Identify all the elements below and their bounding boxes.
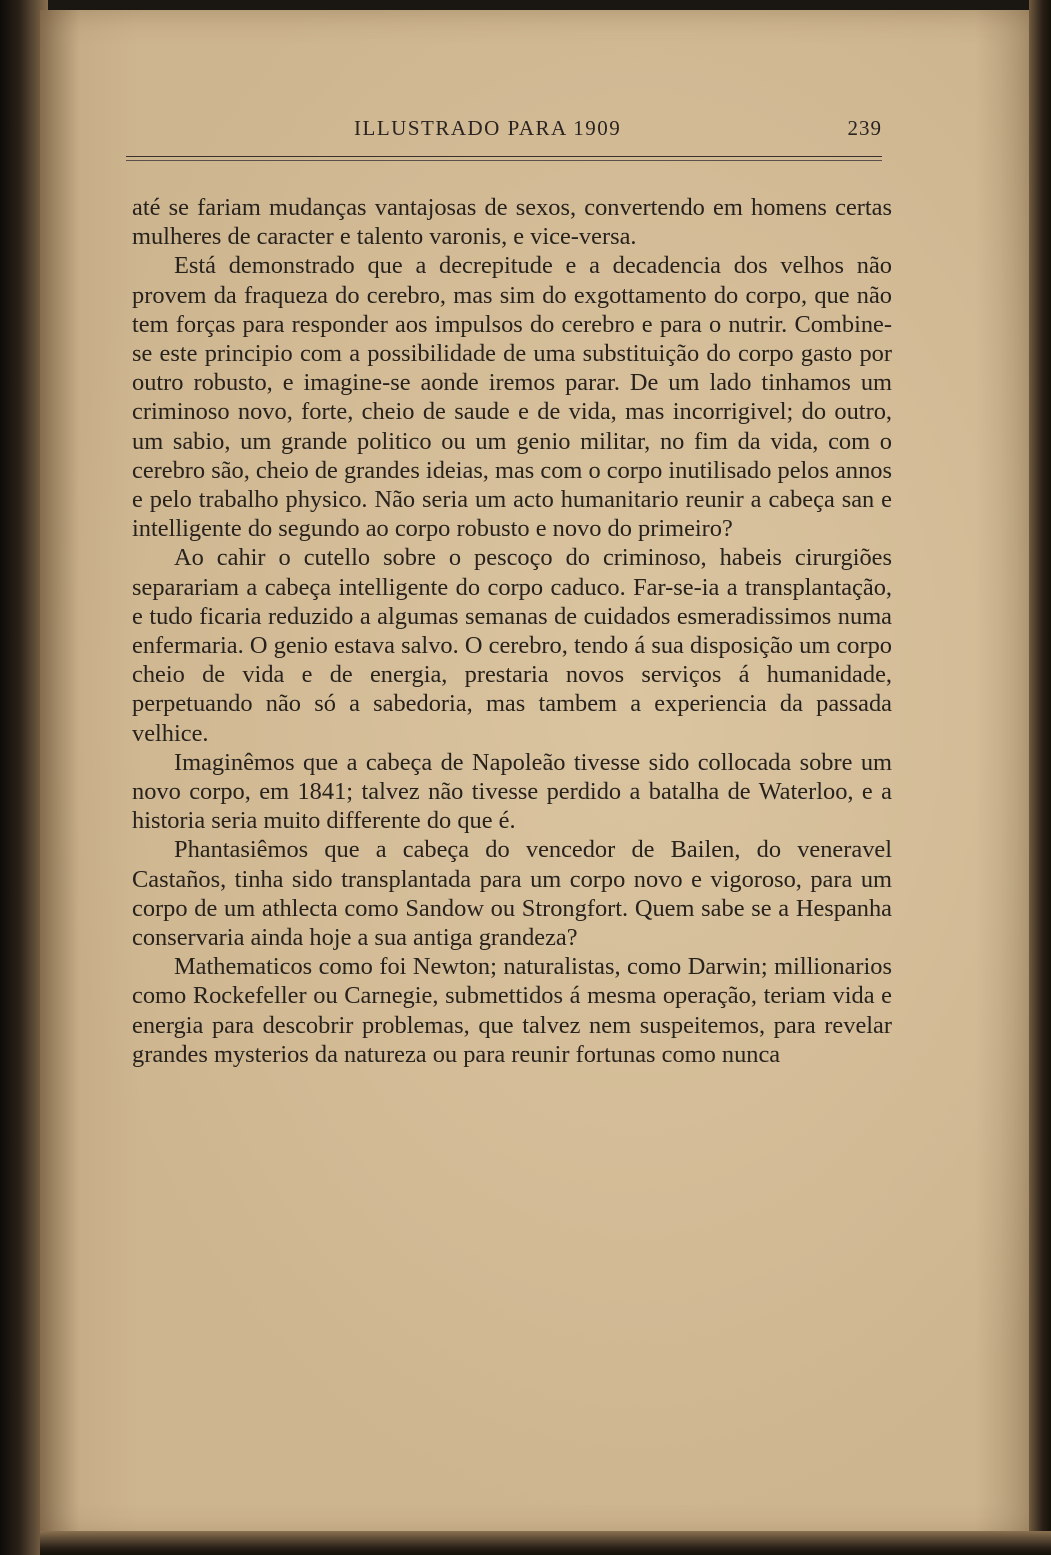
page-right-edge	[1029, 0, 1051, 1555]
paragraph: Imaginêmos que a cabeça de Napoleão tivesse sido collocada sobre um novo corpo, em 1841; talvez não tivesse perdido a batalha de Waterloo, e a historia seria muito differente do que é.	[132, 748, 892, 835]
paragraph: até se fariam mudanças vantajosas de sexos, convertendo em homens certas mulheres de caracter e talento varonis, e vice-versa.	[132, 194, 892, 251]
running-title: ILLUSTRADO PARA 1909	[354, 116, 622, 140]
paragraph: Phantasiêmos que a cabeça do vencedor de Bailen, do veneravel Castaños, tinha sido transplantada para um corpo novo e vigoroso, para um corpo de um athlecta como Sandow ou Strongfort. Quem sabe se a Hespanha conservaria ainda hoje a sua antiga grandeza?	[132, 836, 892, 952]
page-bottom-edge	[40, 1531, 1051, 1555]
page-number: 239	[847, 116, 882, 140]
paragraph: Ao cahir o cutello sobre o pescoço do criminoso, habeis cirurgiões separariam a cabeça intelligente do corpo caduco. Far-se-ia a transplantação, e tudo ficaria reduzido a algumas semanas de cuidados esmeradissimos numa enfermaria. O genio estava salvo. O cerebro, tendo á sua disposição um corpo cheio de vida e de energia, prestaria novos serviços á humanidade, perpetuando não só a sabedoria, mas tambem a experiencia da passada velhice.	[132, 544, 892, 747]
running-header	[120, 112, 890, 148]
paragraph: Está demonstrado que a decrepitude e a decadencia dos velhos não provem da fraqueza do cerebro, mas sim do exgottamento do corpo, que não tem forças para responder aos impulsos do cerebro e para o nutrir. Combine-se este principio com a possibilidade de uma substituição do corpo gasto por outro robusto, e imagine-se aonde iremos parar. De um lado tinhamos um criminoso novo, forte, cheio de saude e de vida, mas incorrigivel; do outro, um sabio, um grande politico ou um genio militar, no fim da vida, com o cerebro são, cheio de grandes ideias, mas com o corpo inutilisado pelos annos e pelo trabalho physico. Não seria um acto humanitario reunir a cabeça san e intelligente do segundo ao corpo robusto e novo do primeiro?	[132, 252, 892, 543]
header-rule	[126, 156, 882, 157]
header-rule-secondary	[126, 160, 882, 161]
paragraph: Mathematicos como foi Newton; naturalistas, como Darwin; millionarios como Rockefeller ou Carnegie, submettidos á mesma operação, teriam vida e energia para descobrir problemas, que talvez nem suspeitemos, para revelar grandes mysterios da natureza ou para reunir fortunas como nunca	[132, 953, 892, 1068]
body-text	[132, 193, 892, 1069]
